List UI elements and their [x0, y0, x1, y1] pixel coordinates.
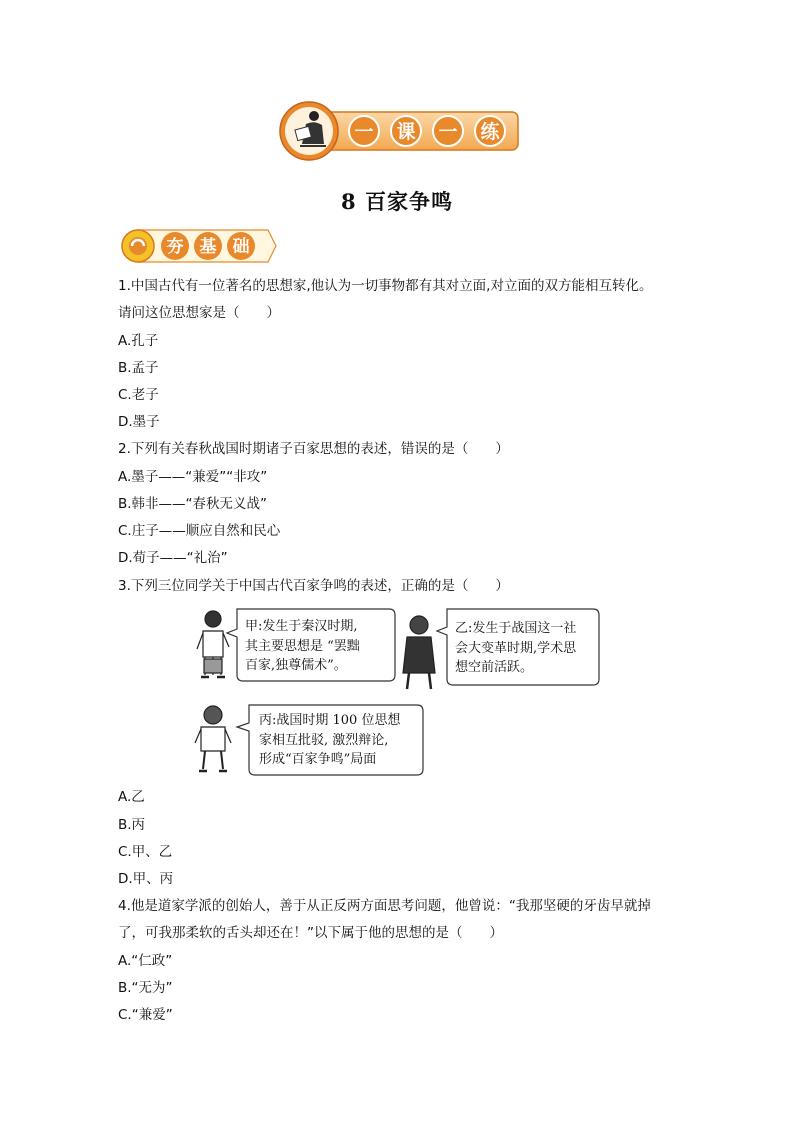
- q1-stem-line1: 1.中国古代有一位著名的思想家,他认为一切事物都有其对立面,对立面的双方能相互转化。: [118, 278, 653, 294]
- student-bing-icon: [195, 706, 231, 771]
- banner-char-2: 课: [396, 121, 416, 143]
- bubble-yi-line2: 会大变革时期,学术思: [455, 640, 577, 656]
- section-badge: [118, 226, 278, 266]
- bubble-jia-line1: 甲:发生于秦汉时期,: [245, 619, 358, 634]
- sun-emblem-icon: [122, 230, 154, 262]
- lesson-banner: [278, 100, 520, 162]
- bubble-bing-line1: 丙:战国时期 100 位思想: [259, 713, 401, 728]
- q1-option-b[interactable]: B.孟子: [118, 360, 159, 376]
- student-jia-icon: [197, 611, 229, 677]
- q2-option-c[interactable]: C.庄子——顺应自然和民心: [118, 523, 281, 539]
- bubble-jia-line2: 其主要思想是 “罢黜: [245, 638, 360, 654]
- bubble-jia: [245, 617, 360, 676]
- section-char-3: 础: [232, 237, 250, 257]
- q2-stem: 2.下列有关春秋战国时期诸子百家思想的表述，错误的是（ ）: [118, 441, 509, 457]
- student-yi-icon: [403, 616, 435, 689]
- q4-option-c[interactable]: C.“兼爱”: [118, 1007, 173, 1023]
- bubble-jia-line3: 百家,独尊儒术”。: [245, 658, 347, 673]
- section-char-1: 夯: [166, 237, 184, 257]
- q1-stem-line2: 请问这位思想家是（ ）: [118, 305, 280, 321]
- bubble-yi: [455, 619, 576, 678]
- q3-option-c[interactable]: C.甲、乙: [118, 844, 173, 860]
- bubble-yi-line1: 乙:发生于战国这一社: [455, 621, 577, 636]
- bubble-bing-line3: 形成“百家争鸣”局面: [259, 752, 377, 767]
- q3-stem: 3.下列三位同学关于中国古代百家争鸣的表述，正确的是（ ）: [118, 578, 509, 594]
- bubble-bing: [259, 711, 400, 770]
- section-char-2: 基: [199, 237, 217, 257]
- q3-option-b[interactable]: B.丙: [118, 817, 146, 833]
- q4-option-a[interactable]: A.“仁政”: [118, 953, 173, 969]
- q1-option-d[interactable]: D.墨子: [118, 414, 160, 430]
- q2-option-a[interactable]: A.墨子——“兼爱”“非攻”: [118, 469, 268, 485]
- banner-char-3: 一: [438, 121, 458, 143]
- q3-illustration: [193, 603, 603, 778]
- q1-option-c[interactable]: C.老子: [118, 387, 159, 403]
- bubble-bing-line2: 家相互批驳, 激烈辩论,: [259, 732, 389, 748]
- banner-char-4: 练: [480, 121, 500, 143]
- q2-option-b[interactable]: B.韩非——“春秋无义战”: [118, 496, 268, 512]
- lesson-title: 8 百家争鸣: [341, 189, 453, 214]
- q3-option-a[interactable]: A.乙: [118, 789, 145, 805]
- banner-char-1: 一: [354, 121, 374, 143]
- q4-stem-line2: 了，可我那柔软的舌头却还在！”以下属于他的思想的是（ ）: [118, 925, 503, 941]
- q1-option-a[interactable]: A.孔子: [118, 333, 159, 349]
- q4-option-b[interactable]: B.“无为”: [118, 980, 173, 996]
- q3-option-d[interactable]: D.甲、丙: [118, 871, 174, 887]
- q4-stem-line1: 4.他是道家学派的创始人，善于从正反两方面思考问题，他曾说：“我那坚硬的牙齿早就掉: [118, 898, 651, 914]
- q2-option-d[interactable]: D.荀子——“礼治”: [118, 550, 228, 566]
- bubble-yi-line3: 想空前活跃。: [455, 660, 534, 675]
